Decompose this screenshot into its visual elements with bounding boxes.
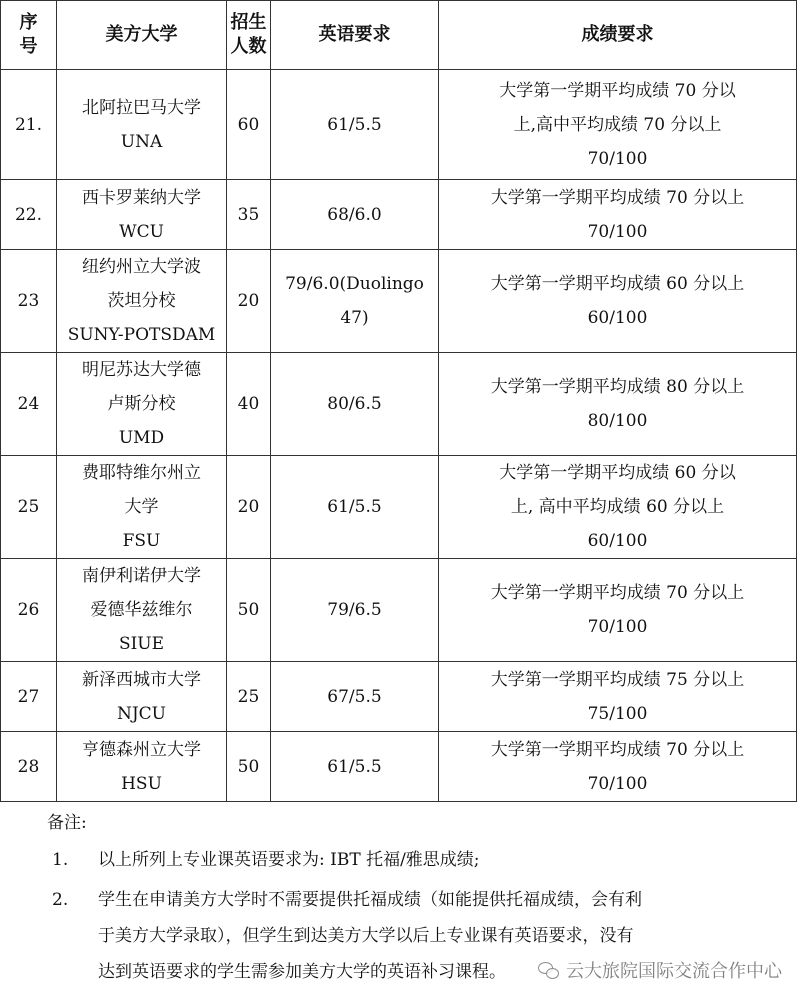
header-english: 英语要求 bbox=[271, 1, 439, 70]
cell-english-line: 47) bbox=[340, 308, 369, 328]
note-line: 学生在申请美方大学时不需要提供托福成绩（如能提供托福成绩，会有利 bbox=[98, 890, 642, 910]
header-grades: 成绩要求 bbox=[439, 1, 797, 70]
cell-grades-line: 大学第一学期平均成绩 70 分以 bbox=[499, 80, 736, 101]
cell-university bbox=[57, 250, 227, 353]
cell-grades bbox=[439, 662, 797, 732]
cell-university-line: UNA bbox=[120, 131, 163, 152]
cell-university-line: SIUE bbox=[118, 634, 165, 654]
cell-university bbox=[57, 662, 227, 732]
cell-university-line: 北阿拉巴马大学 bbox=[82, 97, 201, 118]
cell-university-line: 亨德森州立大学 bbox=[82, 739, 201, 760]
cell-quota: 40 bbox=[227, 353, 271, 456]
table-row bbox=[1, 662, 797, 732]
cell-quota: 60 bbox=[227, 70, 271, 180]
cell-english bbox=[271, 250, 439, 353]
cell-university-line: 爱德华兹维尔 bbox=[90, 600, 193, 620]
cell-grades-line: 大学第一学期平均成绩 80 分以上 bbox=[490, 377, 745, 397]
cell-university-line: 费耶特维尔州立 bbox=[82, 463, 201, 483]
cell-grades-line: 上, 高中平均成绩 60 分以上 bbox=[510, 497, 725, 517]
cell-grades-line: 70/100 bbox=[587, 148, 648, 169]
cell-university-line: FSU bbox=[122, 531, 161, 551]
notes-title: 备注: bbox=[47, 813, 87, 833]
cell-english bbox=[271, 662, 439, 732]
table-row bbox=[1, 456, 797, 559]
cell-quota: 50 bbox=[227, 559, 271, 662]
cell-no: 23 bbox=[1, 250, 57, 353]
note-item-1 bbox=[52, 842, 792, 878]
cell-university-line: 纽约州立大学波 bbox=[82, 257, 201, 277]
cell-english bbox=[271, 70, 439, 180]
cell-english bbox=[271, 180, 439, 250]
watermark-text: 云大旅院国际交流合作中心 bbox=[566, 961, 782, 982]
cell-english-line: 79/6.5 bbox=[327, 600, 382, 620]
cell-no: 25 bbox=[1, 456, 57, 559]
cell-no: 22. bbox=[1, 180, 57, 250]
cell-grades-line: 75/100 bbox=[587, 703, 648, 724]
cell-university bbox=[57, 559, 227, 662]
cell-university-line: WCU bbox=[119, 221, 164, 242]
cell-no: 21. bbox=[1, 70, 57, 180]
header-no: 序号 bbox=[1, 1, 57, 70]
table-row bbox=[1, 250, 797, 353]
cell-grades-line: 80/100 bbox=[587, 411, 648, 431]
cell-grades-line: 大学第一学期平均成绩 70 分以上 bbox=[490, 583, 745, 603]
cell-university-line: 明尼苏达大学德 bbox=[82, 360, 201, 380]
cell-grades-line: 大学第一学期平均成绩 70 分以上 bbox=[490, 187, 745, 208]
cell-no: 24 bbox=[1, 353, 57, 456]
cell-grades-line: 70/100 bbox=[587, 617, 648, 637]
cell-grades-line: 大学第一学期平均成绩 70 分以上 bbox=[490, 739, 745, 760]
cell-university-line: HSU bbox=[121, 773, 162, 794]
cell-university bbox=[57, 180, 227, 250]
note-number: 1. bbox=[52, 850, 69, 870]
cell-university-line: UMD bbox=[118, 428, 165, 448]
cell-quota: 25 bbox=[227, 662, 271, 732]
cell-grades-line: 60/100 bbox=[587, 531, 648, 551]
cell-english-line: 79/6.0(Duolingo bbox=[285, 274, 424, 294]
cell-english-line: 67/5.5 bbox=[327, 686, 382, 707]
cell-grades bbox=[439, 250, 797, 353]
cell-english bbox=[271, 559, 439, 662]
cell-university-line: 卢斯分校 bbox=[107, 394, 176, 414]
table-body bbox=[1, 70, 797, 802]
cell-grades bbox=[439, 456, 797, 559]
cell-university-line: 新泽西城市大学 bbox=[82, 669, 201, 690]
cell-english bbox=[271, 456, 439, 559]
table-row bbox=[1, 180, 797, 250]
cell-grades bbox=[439, 732, 797, 802]
table-row bbox=[1, 732, 797, 802]
cell-university-line: 茨坦分校 bbox=[107, 291, 176, 311]
cell-grades bbox=[439, 70, 797, 180]
cell-quota: 20 bbox=[227, 456, 271, 559]
watermark bbox=[534, 955, 786, 985]
cell-university bbox=[57, 70, 227, 180]
cell-grades-line: 大学第一学期平均成绩 60 分以 bbox=[499, 463, 736, 483]
cell-university-line: 大学 bbox=[124, 497, 159, 517]
cell-english-line: 68/6.0 bbox=[327, 204, 382, 225]
cell-grades bbox=[439, 353, 797, 456]
cell-english-line: 61/5.5 bbox=[327, 497, 382, 517]
cell-university-line: NJCU bbox=[116, 703, 167, 724]
cell-grades bbox=[439, 559, 797, 662]
cell-quota: 50 bbox=[227, 732, 271, 802]
table-row bbox=[1, 559, 797, 662]
cell-english bbox=[271, 732, 439, 802]
cell-grades-line: 70/100 bbox=[587, 221, 648, 242]
cell-grades-line: 70/100 bbox=[587, 773, 648, 794]
cell-no: 28 bbox=[1, 732, 57, 802]
cell-english-line: 61/5.5 bbox=[327, 756, 382, 777]
cell-english-line: 80/6.5 bbox=[327, 394, 382, 414]
note-number: 2. bbox=[52, 890, 69, 910]
table-row bbox=[1, 70, 797, 180]
cell-university bbox=[57, 456, 227, 559]
note-line: 以上所列上专业课英语要求为: IBT 托福/雅思成绩; bbox=[98, 850, 480, 870]
note-line: 达到英语要求的学生需参加美方大学的英语补习课程。 bbox=[98, 962, 506, 982]
cell-grades bbox=[439, 180, 797, 250]
note-line: 于美方大学录取），但学生到达美方大学以后上专业课有英语要求，没有 bbox=[98, 926, 634, 946]
table-header-row bbox=[1, 1, 797, 70]
cell-no: 27 bbox=[1, 662, 57, 732]
cell-university-line: 西卡罗莱纳大学 bbox=[82, 187, 201, 208]
cell-quota: 35 bbox=[227, 180, 271, 250]
cell-english-line: 61/5.5 bbox=[327, 114, 382, 135]
cell-university-line: 南伊利诺伊大学 bbox=[82, 566, 201, 586]
cell-english bbox=[271, 353, 439, 456]
cell-grades-line: 大学第一学期平均成绩 75 分以上 bbox=[490, 669, 745, 690]
header-quota: 招生人数 bbox=[227, 1, 271, 70]
cell-university-line: SUNY-POTSDAM bbox=[67, 325, 216, 345]
cell-university bbox=[57, 353, 227, 456]
cell-grades-line: 60/100 bbox=[587, 308, 648, 328]
cell-quota: 20 bbox=[227, 250, 271, 353]
cell-grades-line: 上,高中平均成绩 70 分以上 bbox=[513, 114, 722, 135]
table-row bbox=[1, 353, 797, 456]
header-name: 美方大学 bbox=[57, 1, 227, 70]
cell-grades-line: 大学第一学期平均成绩 60 分以上 bbox=[490, 274, 745, 294]
cell-university bbox=[57, 732, 227, 802]
cell-no: 26 bbox=[1, 559, 57, 662]
wechat-icon bbox=[538, 961, 560, 979]
